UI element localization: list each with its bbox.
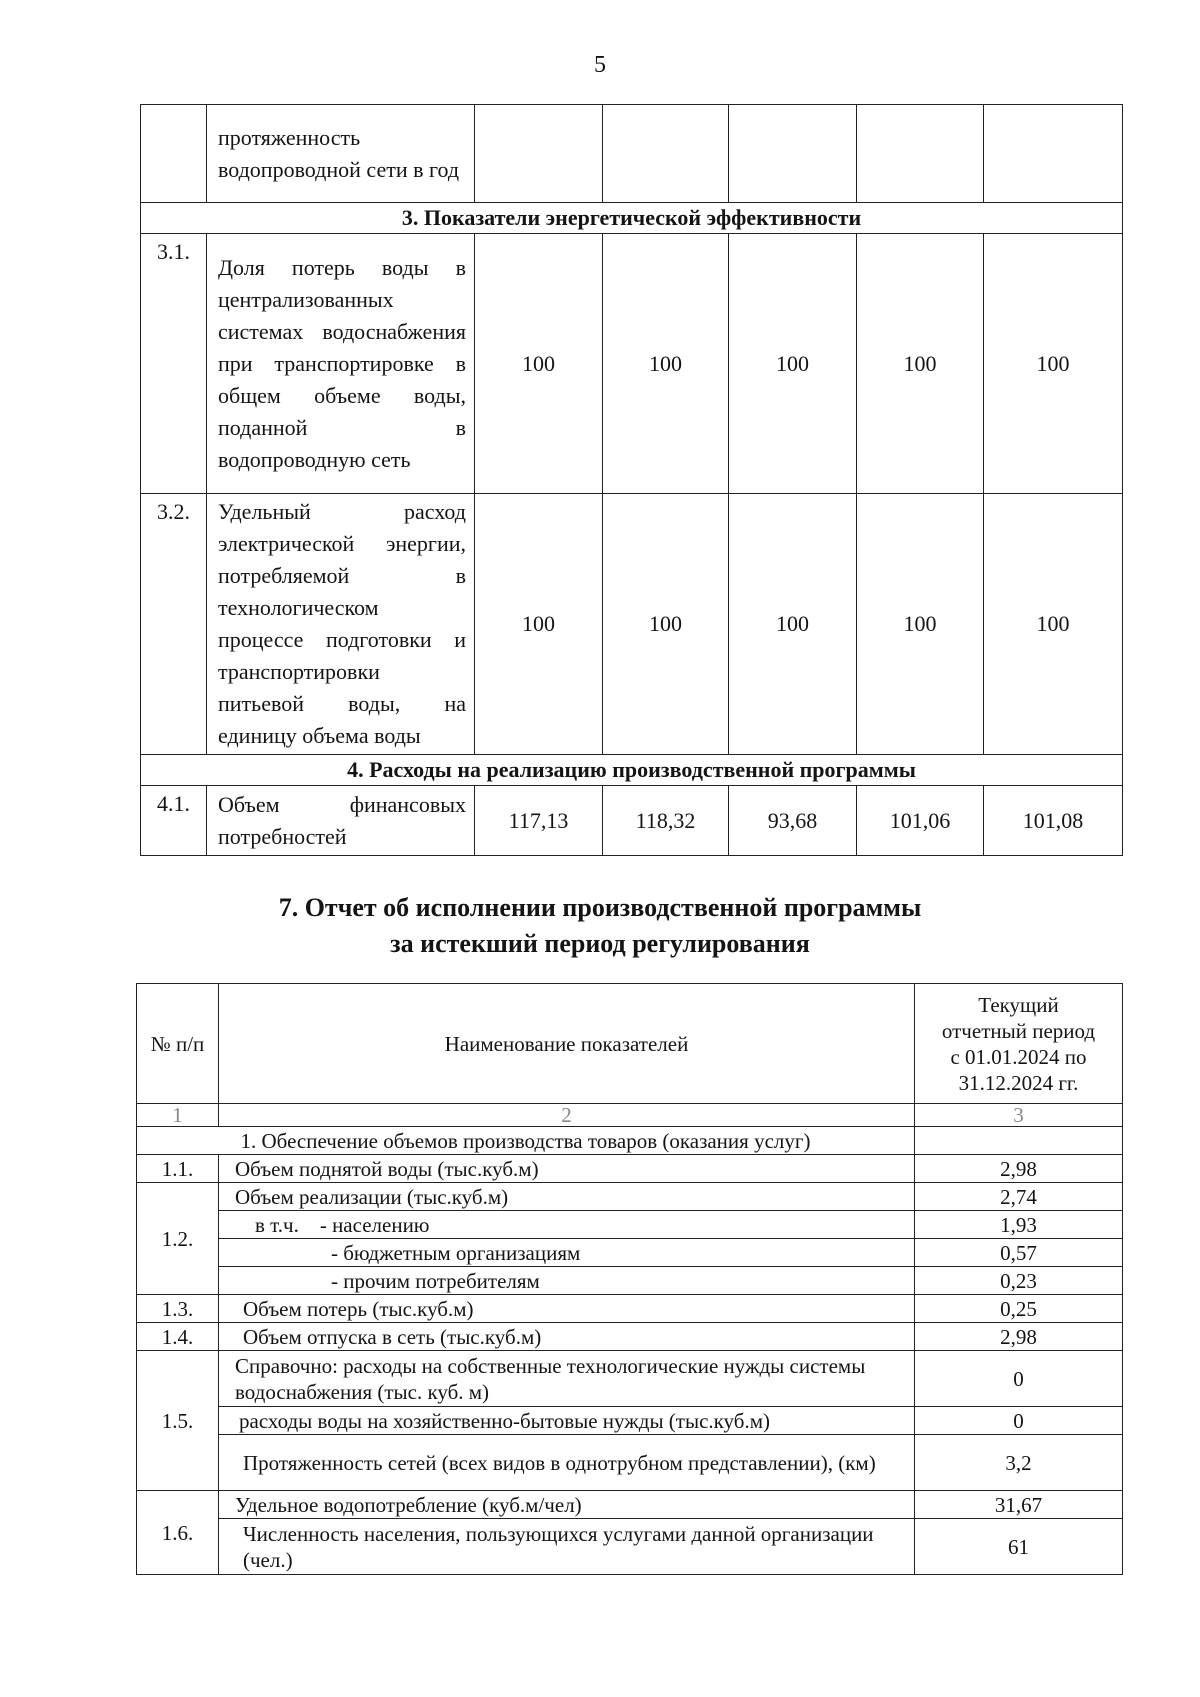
row-value: 0,25 xyxy=(915,1295,1123,1323)
header-row xyxy=(137,984,1123,1104)
row-value: 100 xyxy=(603,234,729,494)
section-title: 3. Показатели энергетической эффективности xyxy=(141,203,1123,234)
row-number: 1.6. xyxy=(137,1491,219,1575)
table-row xyxy=(137,1435,1123,1491)
column-index: 2 xyxy=(219,1104,915,1127)
table-row xyxy=(141,105,1123,203)
row-name: Объем финансовых потребностей xyxy=(207,786,475,856)
row-value: 1,93 xyxy=(915,1211,1123,1239)
row-value: 100 xyxy=(729,234,857,494)
table-row xyxy=(137,1295,1123,1323)
row-value: 0 xyxy=(915,1351,1123,1407)
page-number: 5 xyxy=(594,52,606,78)
row-value: 0 xyxy=(915,1407,1123,1435)
row-value: 2,98 xyxy=(915,1323,1123,1351)
table-row xyxy=(137,1407,1123,1435)
report-title xyxy=(0,890,1200,962)
row-value: 100 xyxy=(984,234,1123,494)
header-name: Наименование показателей xyxy=(219,984,915,1104)
row-value: 2,74 xyxy=(915,1183,1123,1211)
row-value: 100 xyxy=(857,494,984,755)
section-header xyxy=(141,203,1123,234)
row-number: 1.5. xyxy=(137,1351,219,1491)
row-name: Удельное водопотребление (куб.м/чел) xyxy=(219,1491,915,1519)
row-number: 1.4. xyxy=(137,1323,219,1351)
row-name: Объем поднятой воды (тыс.куб.м) xyxy=(219,1155,915,1183)
row-value: 61 xyxy=(915,1519,1123,1575)
row-value: 100 xyxy=(984,494,1123,755)
row-value: 93,68 xyxy=(729,786,857,856)
table-row xyxy=(137,1267,1123,1295)
row-name: Доля потерь воды в централизованных системах водоснабжения при транспортировке в общем объеме воды, поданной в водопроводную сеть xyxy=(207,234,475,494)
table-row xyxy=(141,786,1123,856)
index-row xyxy=(137,1104,1123,1127)
table-row xyxy=(137,1183,1123,1211)
row-value: 0,23 xyxy=(915,1267,1123,1295)
indicators-table xyxy=(140,104,1123,856)
table-row xyxy=(141,234,1123,494)
row-name: Объем отпуска в сеть (тыс.куб.м) xyxy=(219,1323,915,1351)
row-name: Численность населения, пользующихся услугами данной организации (чел.) xyxy=(219,1519,915,1575)
section-row xyxy=(137,1127,1123,1155)
row-name: - бюджетным организациям xyxy=(219,1239,915,1267)
row-value: 101,08 xyxy=(984,786,1123,856)
row-value: 2,98 xyxy=(915,1155,1123,1183)
row-value: 100 xyxy=(475,494,603,755)
row-value: 31,67 xyxy=(915,1491,1123,1519)
section-header xyxy=(141,755,1123,786)
row-number: 1.1. xyxy=(137,1155,219,1183)
row-name: расходы воды на хозяйственно-бытовые нужды (тыс.куб.м) xyxy=(219,1407,915,1435)
section-title: 4. Расходы на реализацию производственной программы xyxy=(141,755,1123,786)
header-period: Текущий отчетный период с 01.01.2024 по 31.12.2024 гг. xyxy=(915,984,1123,1104)
row-name: Объем потерь (тыс.куб.м) xyxy=(219,1295,915,1323)
row-number: 1.3. xyxy=(137,1295,219,1323)
row-value: 100 xyxy=(857,234,984,494)
row-name: Справочно: расходы на собственные технологические нужды системы водоснабжения (тыс. куб. м) xyxy=(219,1351,915,1407)
row-value: 100 xyxy=(729,494,857,755)
column-index: 1 xyxy=(137,1104,219,1127)
section-title: 1. Обеспечение объемов производства товаров (оказания услуг) xyxy=(137,1127,915,1155)
table-row xyxy=(141,494,1123,755)
row-name: Протяженность сетей (всех видов в однотрубном представлении), (км) xyxy=(219,1435,915,1491)
row-name: Объем реализации (тыс.куб.м) xyxy=(219,1183,915,1211)
row-number: 1.2. xyxy=(137,1183,219,1295)
row-name: Удельный расход электрической энергии, потребляемой в технологическом процессе подготовки и транспортировки питьевой воды, на единицу объема воды xyxy=(207,494,475,755)
row-value: 0,57 xyxy=(915,1239,1123,1267)
row-value: 118,32 xyxy=(603,786,729,856)
row-value: 117,13 xyxy=(475,786,603,856)
table-row xyxy=(137,1211,1123,1239)
row-name: в т.ч. - населению xyxy=(219,1211,915,1239)
table-row xyxy=(137,1491,1123,1519)
row-name: - прочим потребителям xyxy=(219,1267,915,1295)
row-number: 3.2. xyxy=(141,494,207,755)
table-row xyxy=(137,1155,1123,1183)
report-title-line1: 7. Отчет об исполнении производственной программы xyxy=(278,893,922,922)
row-number: 3.1. xyxy=(141,234,207,494)
header-number: № п/п xyxy=(137,984,219,1104)
column-index: 3 xyxy=(915,1104,1123,1127)
table-row xyxy=(137,1519,1123,1575)
report-title-line2: за истекший период регулирования xyxy=(390,929,810,958)
row-name: протяженность водопроводной сети в год xyxy=(207,105,475,203)
report-table xyxy=(136,983,1123,1575)
table-row xyxy=(137,1351,1123,1407)
row-value: 100 xyxy=(603,494,729,755)
row-number: 4.1. xyxy=(141,786,207,856)
table-row xyxy=(137,1323,1123,1351)
row-value: 101,06 xyxy=(857,786,984,856)
row-value: 100 xyxy=(475,234,603,494)
table-row xyxy=(137,1239,1123,1267)
row-value: 3,2 xyxy=(915,1435,1123,1491)
